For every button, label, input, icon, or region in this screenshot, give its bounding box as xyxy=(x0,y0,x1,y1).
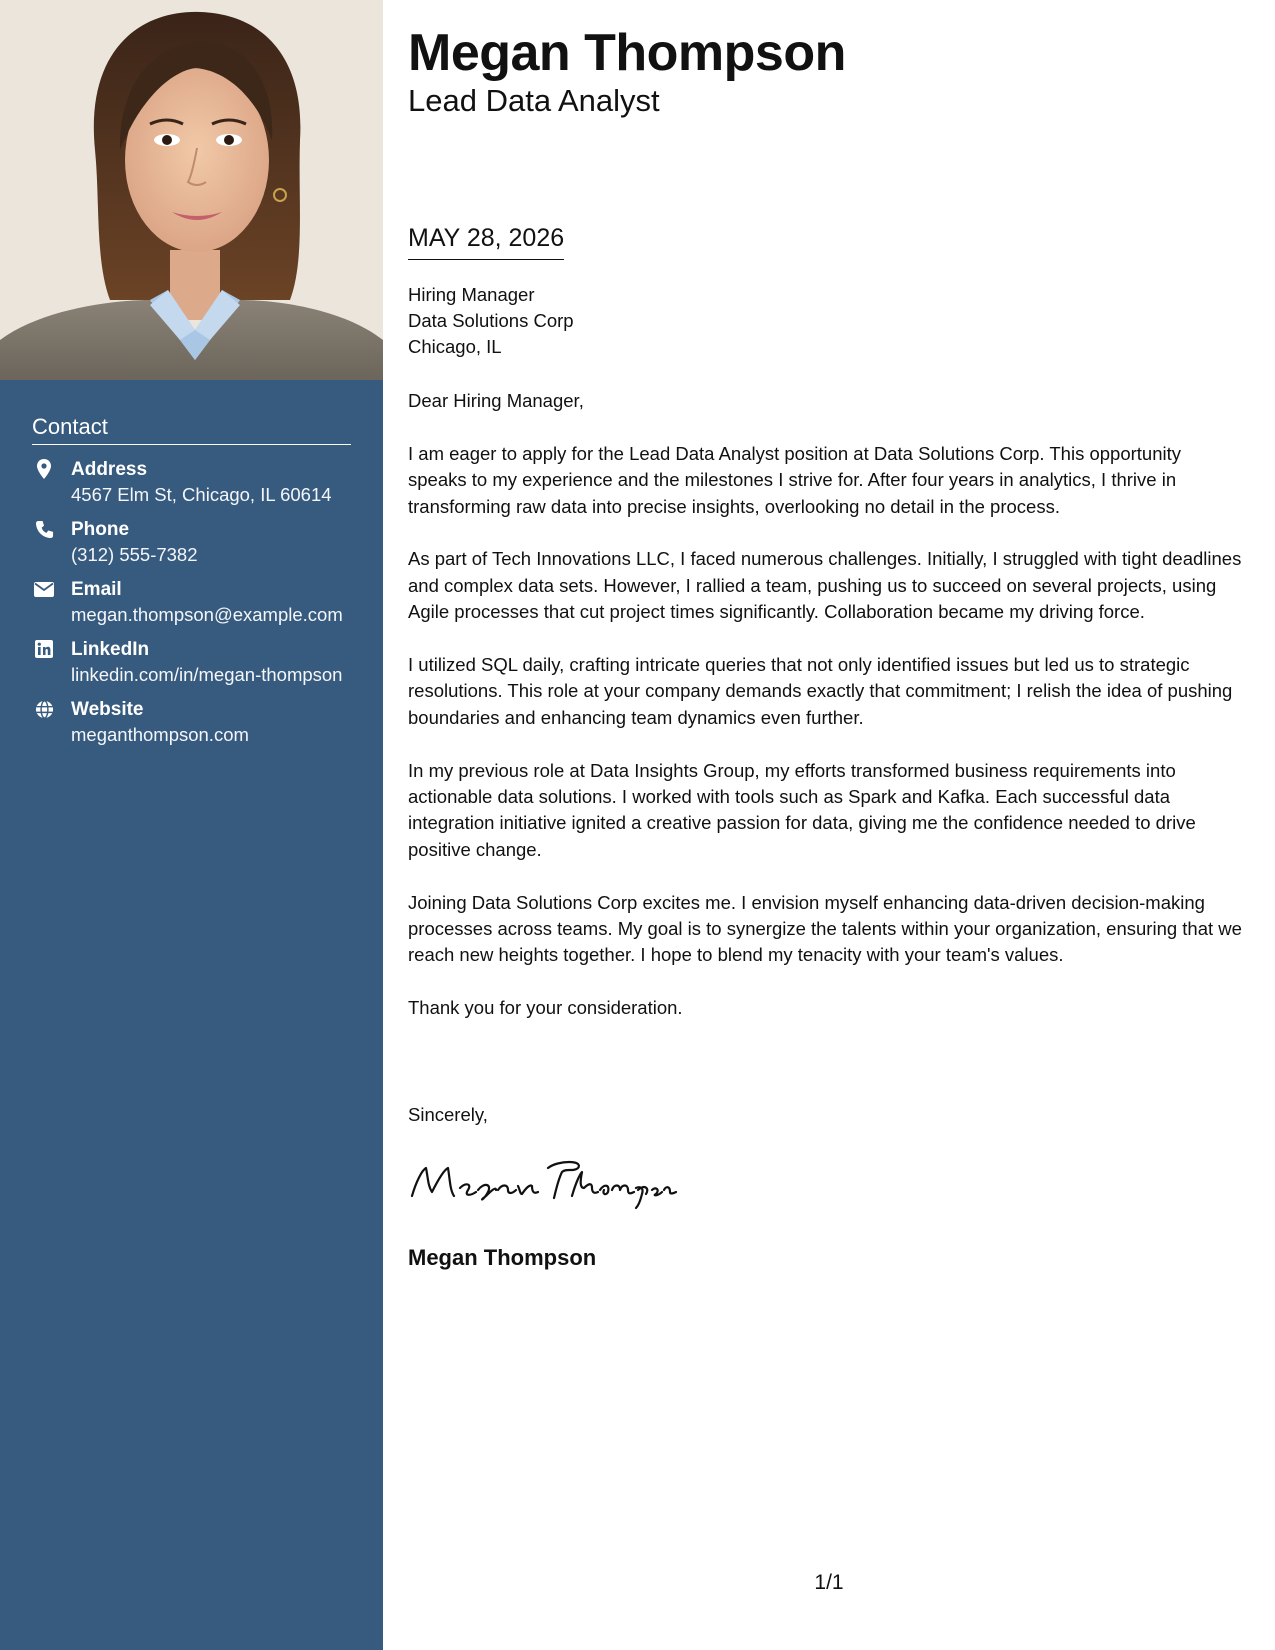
contact-label: Address xyxy=(71,459,148,480)
recipient-line: Hiring Manager xyxy=(408,284,535,305)
contact-value: (312) 555-7382 xyxy=(71,544,198,565)
contact-website xyxy=(32,697,351,747)
page-number: 1/1 xyxy=(814,1571,844,1594)
contact-linkedin xyxy=(32,637,351,687)
sidebar xyxy=(0,0,383,1650)
globe-icon xyxy=(34,699,54,719)
contact-address xyxy=(32,457,351,507)
contact-value: 4567 Elm St, Chicago, IL 60614 xyxy=(71,484,332,505)
letter-date: MAY 28, 2026 xyxy=(408,222,564,260)
applicant-role: Lead Data Analyst xyxy=(408,83,660,118)
letter-body xyxy=(408,388,1243,1048)
body-paragraph: I am eager to apply for the Lead Data Analyst position at Data Solutions Corp. This opportunity speaks to my experience and the milestones I strive for. After four years in analytics, I thrive in transforming raw data into precise insights, overlooking no detail in the process. xyxy=(408,442,1181,517)
body-paragraph: Thank you for your consideration. xyxy=(408,997,683,1019)
applicant-name: Megan Thompson xyxy=(408,24,846,82)
salutation: Dear Hiring Manager, xyxy=(408,390,584,411)
handwritten-signature xyxy=(408,1152,678,1217)
body-paragraph: Joining Data Solutions Corp excites me. I envision myself enhancing data-driven decision-making processes across teams. My goal is to synergize the talents within your organization, ensuring that we reach new heights together. I hope to blend my tenacity with your team's values. xyxy=(408,891,1242,966)
recipient-line: Chicago, IL xyxy=(408,336,502,357)
recipient-block xyxy=(408,282,574,360)
signer-name: Megan Thompson xyxy=(408,1245,597,1270)
contact-value[interactable]: linkedin.com/in/megan-thompson xyxy=(71,664,343,685)
contact-section xyxy=(32,414,351,747)
contact-heading: Contact xyxy=(32,414,351,445)
location-pin-icon xyxy=(34,459,54,479)
contact-email xyxy=(32,577,351,627)
body-paragraph: In my previous role at Data Insights Group, my efforts transformed business requirements into actionable data solutions. I worked with tools such as Spark and Kafka. Each successful data integration initiative ignited a creative passion for data, giving me the confidence needed to drive positive change. xyxy=(408,759,1196,860)
contact-label: Email xyxy=(71,579,122,600)
envelope-icon xyxy=(34,579,54,599)
contact-label: LinkedIn xyxy=(71,639,150,660)
portrait-image xyxy=(0,0,383,380)
phone-icon xyxy=(34,519,54,539)
contact-phone xyxy=(32,517,351,567)
contact-label: Website xyxy=(71,699,144,720)
contact-value[interactable]: meganthompson.com xyxy=(71,724,249,745)
contact-label: Phone xyxy=(71,519,130,540)
body-paragraph: I utilized SQL daily, crafting intricate queries that not only identified issues but led us to strategic resolutions. This role at your company demands exactly that commitment; I relish the idea of pushing boundaries and enhancing team dynamics even further. xyxy=(408,654,1233,728)
recipient-line: Data Solutions Corp xyxy=(408,310,574,331)
body-paragraph: As part of Tech Innovations LLC, I faced numerous challenges. Initially, I struggled with tight deadlines and complex data sets. However, I rallied a team, pushing us to succeed on several projects, using Agile processes that cut project times significantly. Collaboration became my driving force. xyxy=(408,548,1242,623)
closing: Sincerely, xyxy=(408,1104,488,1125)
linkedin-icon xyxy=(34,639,54,659)
contact-value: megan.thompson@example.com xyxy=(71,604,343,625)
profile-photo xyxy=(0,0,383,380)
